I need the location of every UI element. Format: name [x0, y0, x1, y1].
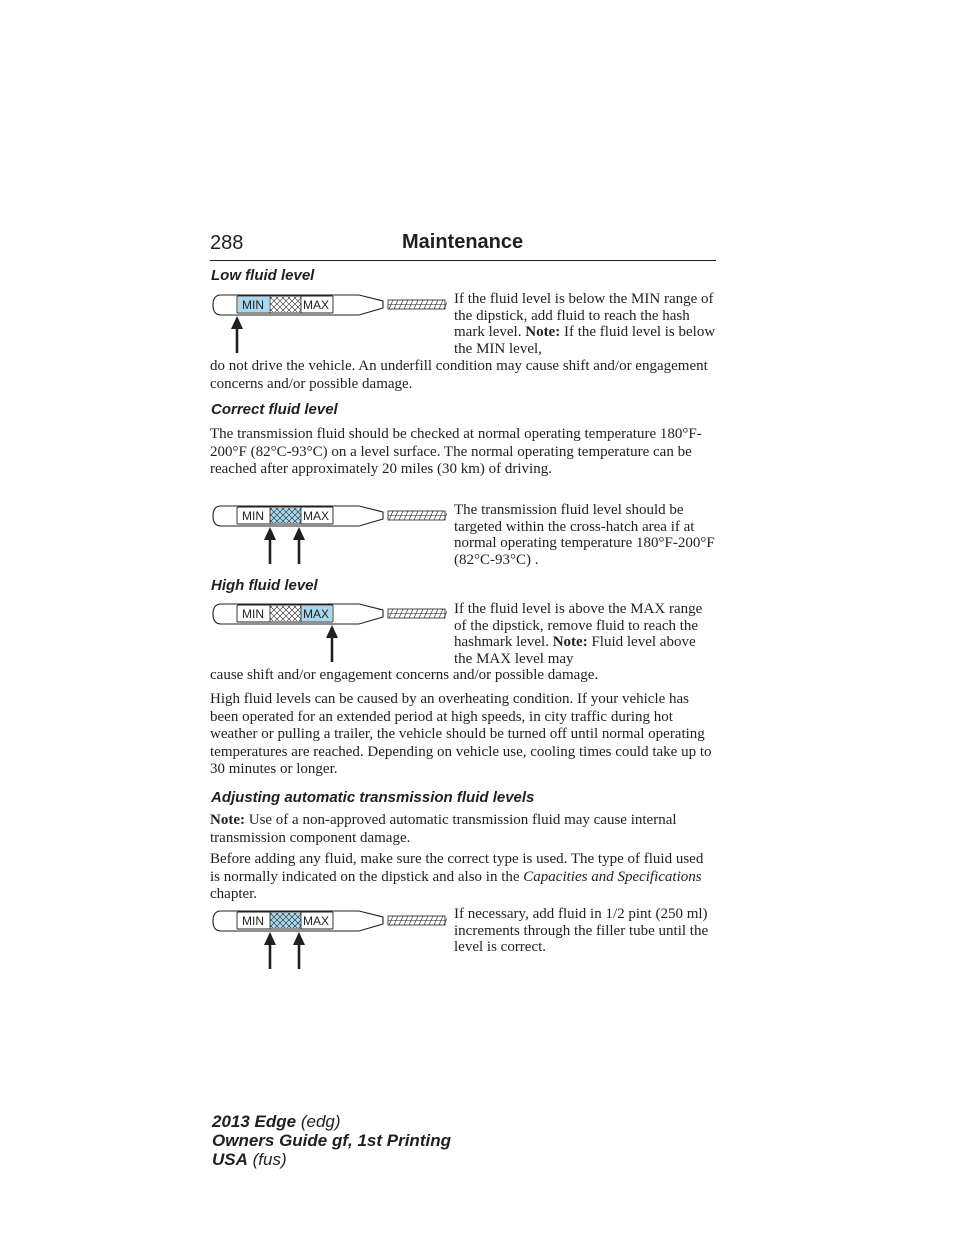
- page-number: 288: [210, 232, 244, 254]
- dipstick-min-label: MIN: [242, 914, 264, 928]
- dipstick-min-label: MIN: [242, 607, 264, 621]
- footer-line-model: 2013 Edge (edg): [212, 1112, 341, 1131]
- high-paragraph: High fluid levels can be caused by an overheating condition. If your vehicle has been operated for an extended period at high speeds, in city traffic during hot weather or pulling a trailer, the vehicle should be turned off until normal operating temperatures are reached. Depending on vehicle use, cooling times could take up to 30 minutes or longer.: [210, 691, 712, 777]
- correct-text-right: The transmission fluid level should be targeted within the cross-hatch area if at normal operating temperature 180°F-200°F (82°C-93°C) .: [454, 502, 715, 568]
- level-arrow-icon: [326, 625, 338, 662]
- heading-adjusting-fluid-levels: Adjusting automatic transmission fluid levels: [211, 789, 535, 806]
- low-text-continued: do not drive the vehicle. An underfill condition may cause shift and/or engagement concerns and/or possible damage.: [210, 358, 708, 392]
- dipstick-low-illustration: [211, 292, 447, 354]
- dipstick-max-label: MAX: [302, 509, 330, 523]
- dipstick-max-label: MAX: [302, 607, 330, 621]
- level-arrow-icon: [231, 316, 243, 353]
- level-arrow-icon: [293, 527, 305, 564]
- page-header: [210, 230, 716, 261]
- note-label: Note:: [210, 812, 245, 828]
- note-label: Note:: [552, 634, 588, 651]
- level-arrow-icon: [264, 527, 276, 564]
- heading-correct-fluid-level: Correct fluid level: [211, 401, 338, 418]
- dipstick-min-label: MIN: [242, 298, 264, 312]
- note-label: Note:: [525, 324, 561, 341]
- dipstick-max-label: MAX: [302, 298, 330, 312]
- dipstick-high-illustration: [211, 601, 447, 663]
- dipstick-adjusting-illustration: [211, 908, 447, 970]
- chapter-reference: Capacities and Specifications: [523, 868, 702, 885]
- adjusting-note: Note: Use of a non-approved automatic transmission fluid may cause internal transmission component damage.: [210, 812, 677, 846]
- heading-low-fluid-level: Low fluid level: [211, 267, 315, 284]
- high-text-right: If the fluid level is above the MAX range of the dipstick, remove fluid to reach the hashmark level. Note: Fluid level above the MAX level may: [454, 601, 703, 667]
- dipstick-max-label: MAX: [302, 914, 330, 928]
- dipstick-correct-illustration: [211, 503, 447, 565]
- page-title: Maintenance: [402, 231, 524, 253]
- level-arrow-icon: [264, 932, 276, 969]
- high-text-continued: cause shift and/or engagement concerns and/or possible damage.: [210, 667, 599, 683]
- page-footer: [212, 1112, 451, 1169]
- adjusting-paragraph: Before adding any fluid, make sure the correct type is used. The type of fluid used is normally indicated on the dipstick and also in the Capacities and Specifications chapter.: [210, 851, 704, 902]
- footer-line-market: USA (fus): [212, 1150, 287, 1169]
- correct-paragraph: The transmission fluid should be checked at normal operating temperature 180°F-200°F (82°C-93°C) on a level surface. The normal operating temperature can be reached after approximately 20 miles (30 km) of driving.: [210, 426, 702, 477]
- level-arrow-icon: [293, 932, 305, 969]
- low-text-right: If the fluid level is below the MIN range of the dipstick, add fluid to reach the hash mark level. Note: If the fluid level is below the MIN level,: [454, 291, 716, 357]
- dipstick-min-label: MIN: [242, 509, 264, 523]
- adjusting-text-right: If necessary, add fluid in 1/2 pint (250 ml) increments through the filler tube until the level is correct.: [454, 906, 709, 956]
- heading-high-fluid-level: High fluid level: [211, 577, 318, 594]
- footer-line-guide: Owners Guide gf, 1st Printing: [212, 1131, 451, 1150]
